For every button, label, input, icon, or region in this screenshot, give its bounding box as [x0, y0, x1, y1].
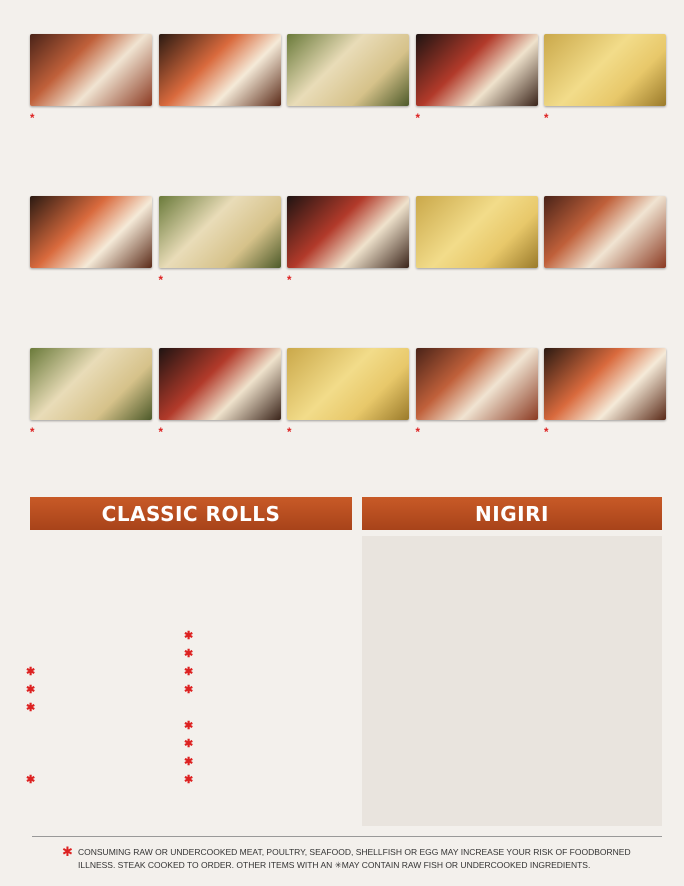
list-item [184, 752, 344, 770]
dish-description [544, 278, 666, 289]
list-item [372, 562, 497, 582]
dish-description [416, 278, 538, 289]
dish-photo [159, 34, 281, 106]
menu-card [416, 196, 538, 301]
raw-asterisk-icon: ✱ [184, 737, 194, 750]
dish-title [416, 275, 538, 276]
menu-card [30, 348, 152, 453]
list-item [524, 679, 650, 699]
raw-asterisk-icon: ✱ [26, 773, 36, 786]
specialty-row-2 [30, 196, 666, 301]
raw-asterisk-icon: ✱ [26, 701, 36, 714]
list-item [36, 806, 176, 824]
dish-photo [159, 348, 281, 420]
dish-name [30, 113, 149, 126]
dish-name [159, 427, 278, 440]
list-item [36, 734, 176, 752]
list-item [524, 718, 650, 738]
list-item [184, 662, 344, 680]
list-item [36, 590, 176, 608]
menu-card [416, 34, 538, 139]
dish-photo [416, 348, 538, 420]
list-item [372, 542, 497, 562]
menu-card [159, 34, 281, 139]
dish-description [30, 442, 152, 453]
list-item [524, 660, 650, 680]
list-item [372, 718, 497, 738]
dish-name [544, 427, 663, 440]
raw-asterisk-icon: * [158, 427, 163, 439]
specialty-row-1 [30, 34, 666, 139]
raw-asterisk-icon: ✱ [184, 683, 194, 696]
list-item [524, 581, 650, 601]
dish-title [544, 275, 666, 276]
dish-description [544, 128, 666, 139]
dish-description [159, 116, 281, 127]
list-item [36, 608, 176, 626]
list-item [36, 536, 176, 554]
list-item [372, 738, 497, 758]
list-item [194, 698, 344, 716]
raw-asterisk-icon: ✱ [184, 665, 194, 678]
dish-title [287, 427, 409, 440]
dish-description [30, 128, 152, 139]
raw-asterisk-icon: * [287, 275, 292, 287]
classic-rolls-list-left [26, 536, 176, 824]
menu-card [544, 348, 666, 453]
dish-photo [416, 34, 538, 106]
dish-title [287, 275, 409, 288]
dish-title [544, 427, 666, 440]
dish-name [287, 427, 406, 440]
menu-card [287, 348, 409, 453]
dish-photo [287, 196, 409, 268]
list-item [194, 536, 344, 554]
list-item [194, 788, 344, 806]
dish-photo [30, 196, 152, 268]
dish-title [287, 113, 409, 114]
dish-title [416, 427, 538, 440]
raw-asterisk-icon: * [287, 427, 292, 439]
menu-card [287, 196, 409, 301]
dish-title [30, 113, 152, 126]
raw-asterisk-icon: * [30, 113, 35, 125]
dish-photo [287, 34, 409, 106]
list-item [26, 698, 176, 716]
nigiri-banner: NIGIRI [362, 497, 662, 530]
dish-photo [544, 348, 666, 420]
dish-title [416, 113, 538, 126]
dish-title [544, 113, 666, 126]
dish-photo [30, 34, 152, 106]
dish-name [416, 427, 535, 440]
raw-asterisk-icon: * [415, 113, 420, 125]
list-item [372, 581, 497, 601]
dish-title [30, 275, 152, 276]
list-item [36, 572, 176, 590]
list-item [184, 680, 344, 698]
classic-rolls-banner: CLASSIC ROLLS [30, 497, 352, 530]
dish-photo [30, 348, 152, 420]
list-item [524, 738, 650, 758]
list-item [184, 644, 344, 662]
list-item [524, 699, 650, 719]
list-item [194, 806, 344, 824]
raw-asterisk-icon: * [158, 275, 163, 287]
list-item [524, 640, 650, 660]
raw-asterisk-icon: ✱ [184, 629, 194, 642]
footer-divider [32, 836, 662, 837]
list-item [524, 601, 650, 621]
dish-description [30, 278, 152, 289]
list-item [36, 716, 176, 734]
list-item [194, 608, 344, 626]
dish-name [159, 275, 278, 288]
dish-title [159, 427, 281, 440]
raw-asterisk-icon: ✱ [184, 719, 194, 732]
disclaimer: CONSUMING RAW OR UNDERCOOKED MEAT, POULTRY, SEAFOOD, SHELLFISH OR EGG MAY INCREASE YOUR RISK OF FOODBORNED ILLNESS. STEAK COOKED TO ORDER. OTHER ITEMS WITH AN ✳MAY CONTAIN RAW FISH OR UNDERCOOKED INGREDIENTS. [78, 847, 631, 870]
dish-name [544, 113, 663, 126]
list-item [36, 644, 176, 662]
list-item [524, 620, 650, 640]
list-item [372, 777, 497, 797]
dish-photo [287, 348, 409, 420]
menu-card [30, 34, 152, 139]
dish-description [544, 442, 666, 453]
list-item [36, 554, 176, 572]
dish-description [287, 116, 409, 127]
list-item [184, 734, 344, 752]
dish-name [287, 275, 406, 288]
raw-asterisk-icon: ✱ [26, 665, 36, 678]
menu-card [159, 348, 281, 453]
menu-card [544, 34, 666, 139]
list-item [184, 770, 344, 788]
menu-card [416, 348, 538, 453]
dish-title [30, 427, 152, 440]
raw-asterisk-icon: * [544, 113, 549, 125]
dish-title [159, 275, 281, 288]
list-item [26, 680, 176, 698]
list-item [524, 777, 650, 797]
list-item [184, 626, 344, 644]
list-item [36, 788, 176, 806]
menu-card [544, 196, 666, 301]
disclaimer-asterisk-icon: ✱ [62, 844, 73, 859]
menu-card [287, 34, 409, 139]
dish-photo [544, 196, 666, 268]
list-item [372, 660, 497, 680]
nigiri-list-right [524, 542, 650, 797]
dish-name [30, 427, 149, 440]
list-item [372, 601, 497, 621]
menu-card [30, 196, 152, 301]
dish-title [159, 113, 281, 114]
dish-description [416, 442, 538, 453]
dish-photo [544, 34, 666, 106]
list-item [524, 562, 650, 582]
list-item [372, 640, 497, 660]
list-item [26, 770, 176, 788]
list-item [26, 662, 176, 680]
menu-card [159, 196, 281, 301]
list-item [372, 758, 497, 778]
classic-rolls-list-right [184, 536, 344, 824]
list-item [194, 554, 344, 572]
list-item [36, 752, 176, 770]
raw-asterisk-icon: ✱ [184, 755, 194, 768]
raw-asterisk-icon: * [544, 427, 549, 439]
list-item [372, 699, 497, 719]
raw-asterisk-icon: * [30, 427, 35, 439]
list-item [372, 620, 497, 640]
dish-description [416, 128, 538, 139]
list-item [194, 590, 344, 608]
dish-description [159, 290, 281, 301]
list-item [184, 716, 344, 734]
dish-description [287, 290, 409, 301]
nigiri-list-left [372, 542, 497, 797]
dish-photo [416, 196, 538, 268]
raw-asterisk-icon: ✱ [26, 683, 36, 696]
list-item [372, 679, 497, 699]
dish-name [416, 113, 535, 126]
raw-asterisk-icon: ✱ [184, 773, 194, 786]
list-item [194, 572, 344, 590]
list-item [36, 626, 176, 644]
dish-photo [159, 196, 281, 268]
list-item [524, 758, 650, 778]
list-item [524, 542, 650, 562]
raw-asterisk-icon: ✱ [184, 647, 194, 660]
specialty-row-3 [30, 348, 666, 453]
raw-asterisk-icon: * [415, 427, 420, 439]
